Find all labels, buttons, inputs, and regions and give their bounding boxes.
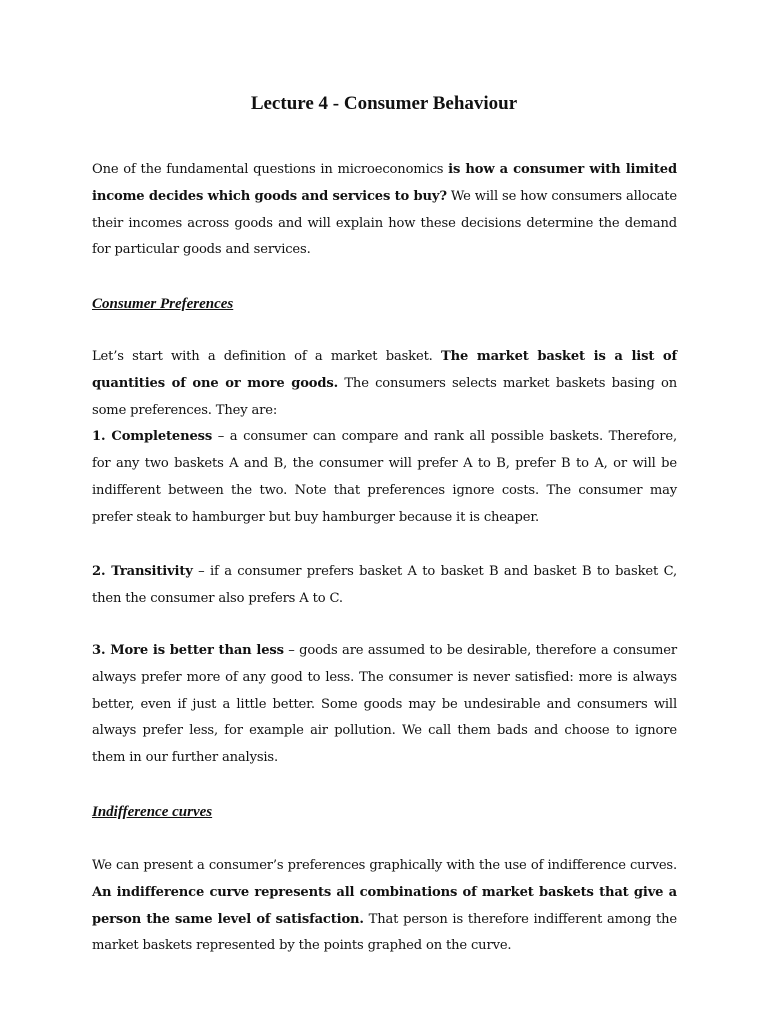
- list-item-completeness: [92, 424, 677, 531]
- intro-bold-question: is how a consumer with limited income decides which goods and services to buy?: [92, 162, 677, 204]
- completeness-text: – a consumer can compare and rank all possible baskets. Therefore, for any two baskets A and B, the consumer will prefer A to B, prefer B to A, or will be indifferent between the two. Note that preferences ignore costs. The consumer may prefer steak to hamburger but buy hamburger because it is cheaper.: [92, 429, 677, 525]
- more-is-better-text: – goods are assumed to be desirable, therefore a consumer always prefer more of any good to less. The consumer is never satisfied: more is always better, even if just a little better. Some goods may be undesirable and consumers will always prefer less, for example air pollution. We call them bads and choose to ignore them in our further analysis.: [92, 643, 677, 766]
- intro-paragraph: [92, 157, 677, 264]
- market-basket-paragraph: [92, 344, 677, 424]
- indifference-paragraph: [92, 853, 677, 960]
- section-heading-indifference-curves: Indifference curves: [92, 804, 213, 820]
- intro-text-2: We will se how consumers allocate their incomes across goods and will explain how these decisions determine the demand for particular goods and services.: [92, 188, 677, 258]
- transitivity-label: 2. Transitivity: [92, 564, 193, 579]
- indifference-text-2: That person is therefore indifferent among the market baskets represented by the points graphed on the curve.: [92, 911, 677, 954]
- more-is-better-label: 3. More is better than less: [92, 643, 284, 658]
- market-basket-definition: The market basket is a list of quantities of one or more goods.: [92, 349, 677, 391]
- page-title: Lecture 4 - Consumer Behaviour: [250, 93, 518, 114]
- list-item-more-is-better: [92, 638, 677, 772]
- section-heading-consumer-preferences: Consumer Preferences: [92, 296, 234, 312]
- indifference-text-1: We can present a consumer’s preferences graphically with the use of indifference curves.: [92, 858, 677, 873]
- indifference-curve-definition: An indifference curve represents all combinations of market baskets that give a person the same level of satisfaction.: [92, 884, 677, 927]
- intro-text-1: One of the fundamental questions in microeconomics: [92, 162, 449, 177]
- list-item-transitivity: [92, 559, 677, 613]
- completeness-label: 1. Completeness: [92, 429, 213, 445]
- market-basket-text-1: Let’s start with a definition of a market basket.: [92, 349, 442, 364]
- preferences-block: [92, 344, 677, 532]
- market-basket-text-2: The consumers selects market baskets basing on some preferences. They are:: [92, 375, 678, 418]
- transitivity-text: – if a consumer prefers basket A to basket B and basket B to basket C, then the consumer also prefers A to C.: [92, 564, 677, 606]
